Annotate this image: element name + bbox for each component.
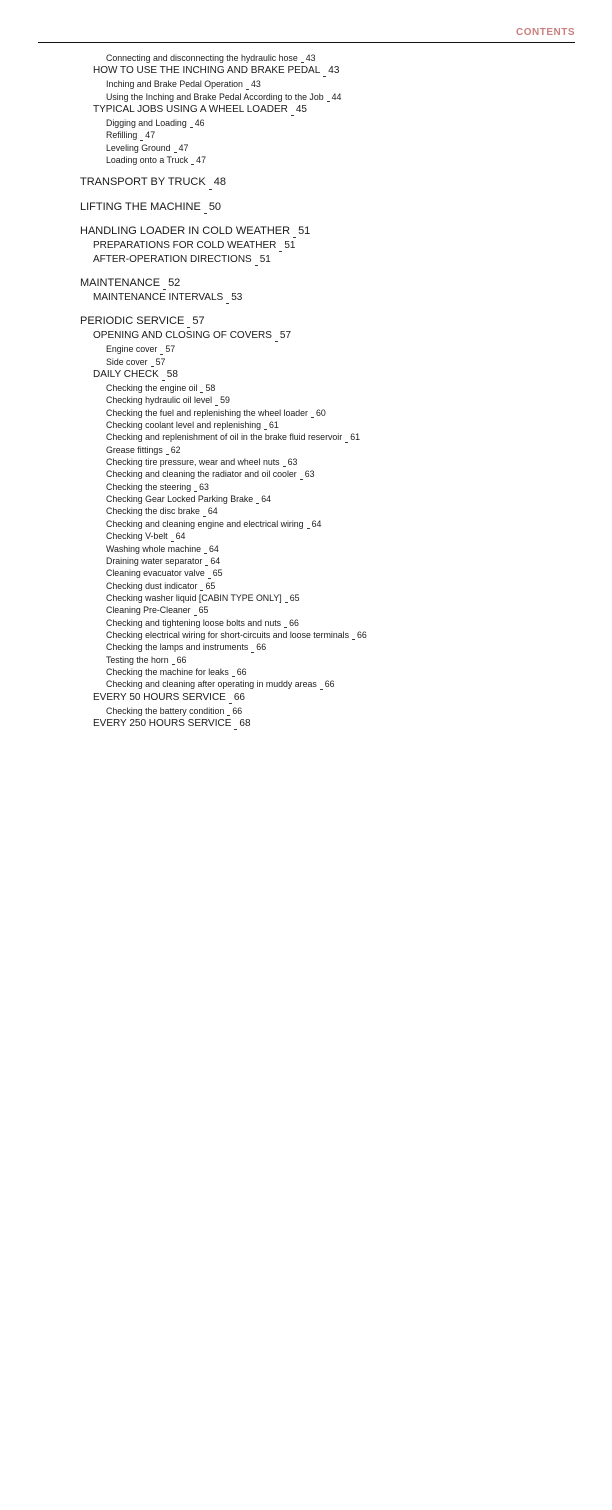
toc-entry-label: EVERY 250 HOURS SERVICE [93, 717, 232, 729]
toc-entry-page: 51 [298, 224, 311, 237]
toc-entry-page: 66 [289, 617, 299, 628]
dot-leader [148, 357, 156, 369]
toc-entry-page: 43 [305, 53, 316, 63]
toc-entry-label: Using the Inching and Brake Pedal According to the Job [106, 91, 324, 102]
dot-leader [226, 692, 234, 706]
dot-leader [171, 143, 179, 155]
toc-entry-page: 58 [166, 369, 178, 381]
toc-entry-label: Digging and Loading [106, 118, 187, 129]
dot-leader [200, 506, 208, 518]
dot-leader [197, 581, 205, 593]
toc-entry-page: 44 [331, 91, 342, 102]
dot-leader [261, 420, 269, 432]
toc-entry-page: 47 [196, 155, 206, 166]
toc-entry-label: Washing whole machine [106, 543, 202, 554]
toc-entry-page: 51 [259, 253, 271, 265]
dot-leader [201, 201, 209, 216]
toc-entry-page: 63 [304, 469, 315, 480]
toc-entry-label: Draining water separator [106, 555, 203, 566]
dot-leader [320, 65, 328, 79]
toc-entry-label: LIFTING THE MACHINE [80, 200, 201, 213]
toc-entry-page: 64 [207, 506, 218, 517]
toc-entry-label: Checking and tightening loose bolts and nuts [106, 617, 282, 628]
dot-leader [243, 79, 251, 91]
toc-entry-page: 61 [350, 432, 360, 443]
dot-leader [187, 118, 195, 130]
toc-entry-page: 62 [170, 444, 181, 455]
toc-entry [80, 79, 575, 91]
toc-entry-label: Checking the steering [106, 481, 192, 492]
dot-leader [304, 519, 312, 531]
toc-entry-page: 52 [168, 276, 181, 289]
toc-entry-page: 63 [287, 457, 298, 468]
toc-entry [80, 92, 575, 104]
toc-entry-label: Cleaning Pre-Cleaner [106, 605, 191, 616]
toc-entry-label: Checking the lamps and instruments [106, 642, 249, 653]
dot-leader [169, 655, 177, 667]
dot-leader [297, 469, 305, 481]
dot-leader [308, 408, 316, 420]
header-divider [38, 42, 575, 43]
toc-entry [80, 53, 575, 65]
toc-entry-label: Connecting and disconnecting the hydraulic hose [106, 53, 298, 63]
dot-leader [163, 445, 171, 457]
toc-entry-page: 65 [212, 568, 223, 579]
dot-leader [201, 544, 209, 556]
toc-entry-page: 64 [210, 555, 221, 566]
toc-entry-label: Refilling [106, 130, 138, 141]
toc-entry-page: 65 [198, 605, 209, 616]
toc-entry-page: 66 [324, 679, 335, 690]
toc-entry-page: 43 [328, 65, 340, 77]
toc-entry-label: Grease fittings [106, 444, 163, 455]
toc-entry-page: 57 [165, 344, 176, 355]
toc-entry-page: 53 [231, 292, 243, 304]
toc-entry-page: 65 [289, 592, 300, 603]
toc-entry-label: Checking Gear Locked Parking Brake [106, 494, 254, 505]
dot-leader [298, 53, 306, 65]
toc-entry-label: Checking coolant level and replenishing [106, 420, 262, 431]
page-header [38, 22, 575, 40]
dot-leader [202, 556, 210, 568]
toc-entry-page: 66 [176, 654, 187, 665]
dot-leader [342, 432, 350, 444]
toc-entry [80, 104, 575, 118]
toc-entry-label: Testing the horn [106, 654, 169, 665]
dot-leader [197, 383, 205, 395]
toc-entry [80, 130, 575, 142]
toc-entry-label: Checking the engine oil [106, 383, 198, 394]
dot-leader [188, 155, 196, 167]
toc-entry-page: 61 [269, 420, 279, 431]
toc-entry [80, 65, 575, 79]
dot-leader [223, 292, 231, 306]
dot-leader [272, 330, 280, 344]
toc-list [80, 53, 575, 732]
toc-entry-label: Checking and cleaning the radiator and oil cooler [106, 469, 297, 480]
dot-leader [253, 494, 261, 506]
toc-entry-page: 60 [315, 407, 326, 418]
dot-leader [282, 593, 290, 605]
toc-entry-label: Checking V-belt [106, 531, 168, 542]
dot-leader [159, 369, 167, 383]
dot-leader [191, 605, 199, 617]
toc-entry-label: AFTER-OPERATION DIRECTIONS [93, 253, 252, 265]
toc-entry-label: Inching and Brake Pedal Operation [106, 79, 243, 90]
dot-leader [281, 618, 289, 630]
dot-leader [276, 240, 284, 254]
toc-entry-label: Engine cover [106, 344, 158, 355]
dot-leader [212, 395, 220, 407]
toc-entry-label: EVERY 50 HOURS SERVICE [93, 691, 226, 703]
toc-entry-page: 66 [232, 705, 243, 716]
dot-leader [324, 92, 332, 104]
dot-leader [290, 225, 298, 240]
dot-leader [229, 667, 237, 679]
toc-entry-page: 51 [284, 239, 296, 251]
toc-entry-page: 64 [209, 543, 219, 554]
dot-leader [137, 130, 145, 142]
toc-entry-label: Checking and cleaning engine and electrical wiring [106, 518, 304, 529]
dot-leader [205, 568, 213, 580]
toc-entry [80, 118, 575, 130]
toc-entry-label: PREPARATIONS FOR COLD WEATHER [93, 239, 277, 251]
toc-entry-label: Cleaning evacuator valve [106, 568, 205, 579]
toc-entry-label: Checking and replenishment of oil in the brake fluid reservoir [106, 432, 343, 443]
toc-entry-label: Checking tire pressure, wear and wheel nuts [106, 457, 280, 468]
toc-entry-page: 57 [155, 356, 166, 367]
toc-entry-page: 45 [295, 104, 307, 116]
toc-entry-page: 64 [261, 494, 271, 505]
toc-entry-page: 64 [175, 531, 186, 542]
dot-leader [317, 679, 325, 691]
toc-entry-page: 50 [208, 200, 222, 213]
toc-entry-page: 66 [233, 691, 245, 703]
toc-entry-page: 66 [256, 642, 267, 653]
toc-entry-page: 47 [178, 142, 189, 153]
toc-entry [80, 357, 575, 369]
toc-entry-page: 66 [356, 629, 367, 640]
toc-entry-label: Checking the battery condition [106, 705, 225, 716]
toc-entry-page: 68 [239, 717, 251, 729]
toc-entry-label: Checking and cleaning after operating in muddy areas [106, 679, 317, 690]
dot-leader [191, 482, 199, 494]
toc-entry-label: OPENING AND CLOSING OF COVERS [93, 330, 272, 342]
toc-entry-page: 48 [213, 176, 226, 189]
toc-entry-label: HANDLING LOADER IN COLD WEATHER [80, 224, 291, 237]
dot-leader [231, 718, 239, 732]
toc-entry-label: Checking the machine for leaks [106, 666, 229, 677]
dot-leader [248, 642, 256, 654]
toc-entry-label: MAINTENANCE [80, 276, 161, 289]
dot-leader [288, 104, 296, 118]
header-title: CONTENTS [516, 27, 575, 38]
toc-entry-label: MAINTENANCE INTERVALS [93, 292, 224, 304]
dot-leader [168, 531, 176, 543]
dot-leader [160, 277, 168, 292]
toc-entry-label: Side cover [106, 356, 148, 367]
toc-entry-label: HOW TO USE THE INCHING AND BRAKE PEDAL [93, 65, 321, 77]
dot-leader [157, 344, 165, 356]
toc-entry-page: 65 [205, 580, 216, 591]
toc-entry-label: Checking dust indicator [106, 580, 198, 591]
toc-entry-page: 57 [279, 330, 292, 342]
toc-entry-label: Checking electrical wiring for short-circuits and loose terminals [106, 629, 349, 640]
toc-entry-label: PERIODIC SERVICE [80, 315, 185, 328]
toc-entry-page: 43 [250, 79, 261, 90]
toc-entry-label: TRANSPORT BY TRUCK [80, 176, 206, 189]
dot-leader [224, 706, 232, 718]
toc-entry-page: 46 [194, 118, 205, 129]
dot-leader [184, 315, 192, 330]
toc-entry-page: 64 [311, 518, 322, 529]
dot-leader [252, 254, 260, 268]
toc-entry-page: 63 [199, 481, 209, 492]
toc-entry-label: Leveling Ground [106, 142, 171, 153]
toc-entry-page: 66 [236, 666, 247, 677]
toc-entry-label: Checking hydraulic oil level [106, 395, 213, 406]
toc-entry-label: DAILY CHECK [93, 369, 159, 381]
toc-entry-label: Loading onto a Truck [106, 155, 189, 166]
toc-entry-label: Checking washer liquid [CABIN TYPE ONLY] [106, 592, 282, 603]
toc-entry-page: 57 [192, 315, 205, 328]
dot-leader [280, 457, 288, 469]
dot-leader [349, 630, 357, 642]
toc-entry-page: 58 [205, 383, 216, 394]
toc-entry-label: Checking the fuel and replenishing the wheel loader [106, 407, 308, 418]
toc-entry-page: 59 [220, 395, 230, 406]
toc-entry-label: Checking the disc brake [106, 506, 200, 517]
dot-leader [206, 176, 214, 191]
toc-entry-page: 47 [145, 130, 156, 141]
toc-entry-label: TYPICAL JOBS USING A WHEEL LOADER [93, 104, 288, 116]
